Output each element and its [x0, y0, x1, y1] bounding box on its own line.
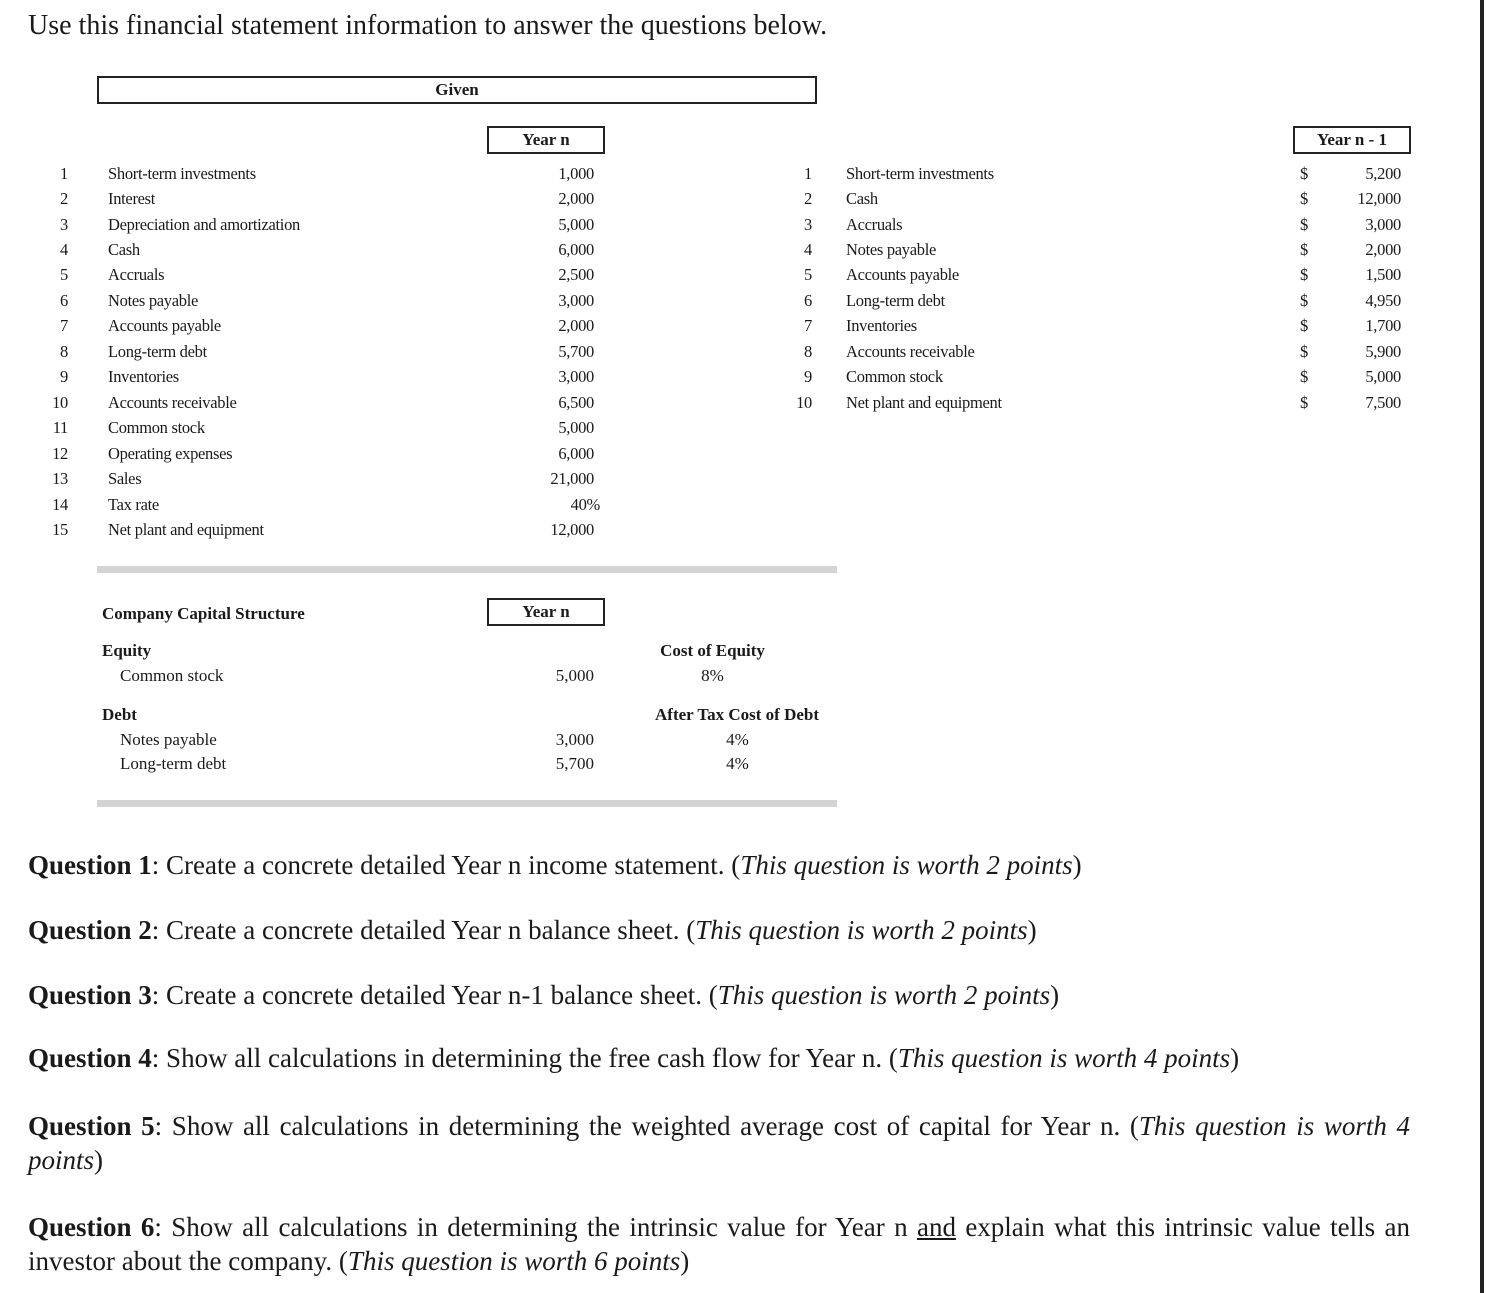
given-header: Given — [97, 76, 817, 104]
row-label: Cash — [108, 240, 140, 259]
row-label: Long-term debt — [846, 291, 945, 310]
prior-year-row — [760, 186, 1410, 211]
year-n-1-header: Year n - 1 — [1293, 126, 1411, 154]
given-row — [0, 492, 620, 517]
given-row — [0, 237, 620, 262]
question-label: Question 2 — [28, 915, 152, 945]
row-value: 6,000 — [558, 240, 594, 259]
row-number: 10 — [52, 393, 68, 412]
question-3: Question 3: Create a concrete detailed Year n-1 balance sheet. (This question is worth 2 points) — [28, 980, 1060, 1010]
question-2: Question 2: Create a concrete detailed Year n balance sheet. (This question is worth 2 points) — [28, 915, 1037, 945]
row-label: Inventories — [108, 367, 179, 386]
cost-of-equity-heading: Cost of Equity — [660, 641, 765, 660]
after-tax-cost-of-debt-heading: After Tax Cost of Debt — [655, 705, 820, 724]
question-6: Question 6: Show all calculations in determining the intrinsic value for Year n and explain what this intrinsic value tells an investor about the company. (This question is worth 6 points) — [28, 1212, 1410, 1276]
row-number: 8 — [804, 342, 812, 361]
prior-year-row — [760, 262, 1410, 287]
row-label: Accounts receivable — [108, 393, 237, 412]
given-row — [0, 390, 620, 415]
question-text: Create a concrete detailed Year n-1 balance sheet. ( — [166, 980, 718, 1010]
row-value: 7,500 — [1365, 393, 1401, 412]
question-1: Question 1: Create a concrete detailed Year n income statement. (This question is worth 2 points) — [28, 850, 1082, 880]
section-divider — [97, 566, 837, 573]
currency-symbol: $ — [1300, 367, 1308, 386]
row-value: 2,000 — [1365, 240, 1401, 259]
question-text: Show all calculations in determining the weighted average cost of capital for Year n. ( — [171, 1111, 1139, 1141]
row-value: 4,950 — [1365, 291, 1401, 310]
given-row — [0, 466, 620, 491]
row-label: Common stock — [108, 418, 205, 437]
given-row — [0, 441, 620, 466]
equity-common-stock-label: Common stock — [120, 666, 224, 685]
row-value: 21,000 — [550, 469, 594, 488]
row-label: Inventories — [846, 316, 917, 335]
row-value: 1,000 — [558, 164, 594, 183]
row-number: 10 — [796, 393, 812, 412]
given-row — [0, 364, 620, 389]
debt-heading: Debt — [102, 705, 137, 724]
prior-year-row — [760, 364, 1410, 389]
row-value: 6,500 — [558, 393, 594, 412]
row-value: 3,000 — [1365, 215, 1401, 234]
question-text: Show all calculations in determining the intrinsic value for Year n — [171, 1212, 917, 1242]
given-row — [0, 517, 620, 542]
row-number: 5 — [60, 265, 68, 284]
question-close: ) — [1050, 980, 1060, 1010]
debt-notes-payable-cost: 4% — [726, 730, 749, 749]
row-number: 1 — [804, 164, 812, 183]
row-label: Operating expenses — [108, 444, 233, 463]
prior-year-row — [760, 390, 1410, 415]
row-value: 5,900 — [1365, 342, 1401, 361]
row-number: 12 — [52, 444, 68, 463]
row-value: 6,000 — [558, 444, 594, 463]
row-number: 1 — [60, 164, 68, 183]
question-points: This question is worth 6 points — [347, 1246, 681, 1276]
year-n-header: Year n — [487, 126, 605, 154]
prior-year-row — [760, 288, 1410, 313]
row-number: 3 — [60, 215, 68, 234]
prior-year-row — [760, 212, 1410, 237]
row-label: Accounts payable — [108, 316, 221, 335]
debt-notes-payable-label: Notes payable — [120, 730, 217, 749]
row-value: 1,500 — [1365, 265, 1401, 284]
row-label: Common stock — [846, 367, 943, 386]
question-points: This question is worth 2 points — [695, 915, 1028, 945]
question-points: This question is worth 4 points — [897, 1043, 1231, 1073]
row-label: Accounts payable — [846, 265, 959, 284]
row-label: Accruals — [108, 265, 165, 284]
row-number: 7 — [804, 316, 812, 335]
row-number: 4 — [804, 240, 812, 259]
question-text: Create a concrete detailed Year n income statement. ( — [166, 850, 741, 880]
row-label: Sales — [108, 469, 142, 488]
debt-long-term-value: 5,700 — [555, 754, 594, 773]
row-label: Net plant and equipment — [846, 393, 1002, 412]
row-number: 14 — [52, 495, 68, 514]
question-close: ) — [1230, 1043, 1240, 1073]
currency-symbol: $ — [1300, 164, 1308, 183]
row-number: 6 — [804, 291, 812, 310]
given-row — [0, 415, 620, 440]
row-number: 3 — [804, 215, 812, 234]
question-label: Question 4 — [28, 1043, 152, 1073]
row-number: 5 — [804, 265, 812, 284]
prior-year-row — [760, 313, 1410, 338]
question-points: This question is worth 2 points — [717, 980, 1051, 1010]
question-close: ) — [680, 1246, 690, 1276]
row-value: 5,200 — [1365, 164, 1401, 183]
currency-symbol: $ — [1300, 393, 1308, 412]
question-label: Question 6 — [28, 1212, 155, 1242]
question-close: ) — [94, 1145, 104, 1175]
row-label: Depreciation and amortization — [108, 215, 300, 234]
row-value: 3,000 — [558, 367, 594, 386]
given-row — [0, 313, 620, 338]
given-row — [0, 186, 620, 211]
capital-structure-year-header: Year n — [487, 598, 605, 626]
given-row — [0, 262, 620, 287]
section-divider — [97, 800, 837, 807]
row-value: 5,000 — [1365, 367, 1401, 386]
row-value: 12,000 — [550, 520, 594, 539]
question-text: Show all calculations in determining the free cash flow for Year n. ( — [166, 1043, 898, 1073]
row-label: Cash — [846, 189, 878, 208]
row-number: 13 — [52, 469, 68, 488]
question-text: Create a concrete detailed Year n balance sheet. ( — [166, 915, 696, 945]
question-points: This question is worth 4 points — [28, 1111, 1410, 1175]
row-number: 6 — [60, 291, 68, 310]
row-number: 2 — [60, 189, 68, 208]
row-number: 4 — [60, 240, 68, 259]
given-row — [0, 288, 620, 313]
capital-structure-title: Company Capital Structure — [102, 604, 305, 623]
question-close: ) — [1072, 850, 1082, 880]
row-value: 5,000 — [558, 215, 594, 234]
row-label: Short-term investments — [846, 164, 994, 183]
question-underlined-word: and — [916, 1212, 956, 1242]
question-text-continued: explain what this intrinsic value tells an investor about the company. ( — [28, 1212, 1410, 1276]
equity-common-stock-value: 5,000 — [555, 666, 594, 685]
row-value: 3,000 — [558, 291, 594, 310]
debt-notes-payable-value: 3,000 — [555, 730, 594, 749]
debt-long-term-label: Long-term debt — [120, 754, 227, 773]
row-label: Notes payable — [846, 240, 937, 259]
row-label: Tax rate — [108, 495, 159, 514]
question-points: This question is worth 2 points — [740, 850, 1073, 880]
row-label: Short-term investments — [108, 164, 256, 183]
currency-symbol: $ — [1300, 291, 1308, 310]
debt-long-term-cost: 4% — [726, 754, 749, 773]
currency-symbol: $ — [1300, 342, 1308, 361]
row-value: 5,700 — [558, 342, 594, 361]
row-number: 11 — [52, 418, 68, 437]
currency-symbol: $ — [1300, 265, 1308, 284]
question-label: Question 1 — [28, 850, 152, 880]
question-label: Question 3 — [28, 980, 152, 1010]
row-label: Accruals — [846, 215, 903, 234]
row-number: 15 — [52, 520, 68, 539]
row-value: 40% — [570, 495, 600, 514]
row-value: 2,000 — [558, 316, 594, 335]
row-value: 2,500 — [558, 265, 594, 284]
row-value: 5,000 — [558, 418, 594, 437]
currency-symbol: $ — [1300, 215, 1308, 234]
question-close: ) — [1027, 915, 1037, 945]
row-value: 12,000 — [1357, 189, 1401, 208]
prior-year-row — [760, 339, 1410, 364]
row-label: Long-term debt — [108, 342, 207, 361]
question-4: Question 4: Show all calculations in determining the free cash flow for Year n. (This question is worth 4 points) — [28, 1043, 1240, 1073]
question-label: Question 5 — [28, 1111, 155, 1141]
row-label: Interest — [108, 189, 156, 208]
given-row — [0, 212, 620, 237]
equity-heading: Equity — [102, 641, 152, 660]
prior-year-row — [760, 237, 1410, 262]
row-value: 2,000 — [558, 189, 594, 208]
row-number: 7 — [60, 316, 68, 335]
row-label: Net plant and equipment — [108, 520, 264, 539]
row-number: 9 — [804, 367, 812, 386]
cost-of-equity-value: 8% — [701, 666, 724, 685]
question-5: Question 5: Show all calculations in determining the weighted average cost of capital for Year n. (This question is worth 4 points) — [28, 1111, 1410, 1175]
row-number: 2 — [804, 189, 812, 208]
row-number: 9 — [60, 367, 68, 386]
given-row — [0, 161, 620, 186]
row-label: Accounts receivable — [846, 342, 975, 361]
prior-year-row — [760, 161, 1410, 186]
row-number: 8 — [60, 342, 68, 361]
currency-symbol: $ — [1300, 240, 1308, 259]
currency-symbol: $ — [1300, 316, 1308, 335]
intro-text: Use this financial statement information to answer the questions below. — [28, 10, 828, 41]
page-right-border — [1480, 0, 1484, 1293]
row-label: Notes payable — [108, 291, 199, 310]
currency-symbol: $ — [1300, 189, 1308, 208]
given-row — [0, 339, 620, 364]
row-value: 1,700 — [1365, 316, 1401, 335]
